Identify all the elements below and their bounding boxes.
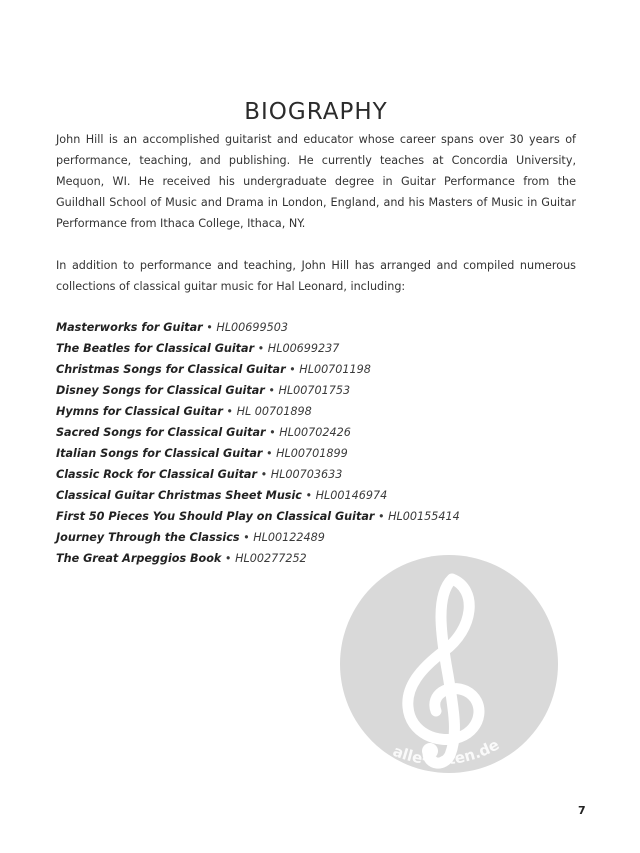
collection-code: • HL00155414: [374, 510, 460, 523]
watermark-text: alle-noten.de: [390, 735, 503, 769]
collection-title: Italian Songs for Classical Guitar: [56, 447, 263, 460]
collection-title: Classic Rock for Classical Guitar: [56, 468, 258, 481]
list-item: [56, 401, 596, 422]
collection-code: • HL 00701898: [222, 405, 312, 418]
collection-title: First 50 Pieces You Should Play on Classical Guitar: [56, 510, 375, 523]
list-item: [56, 359, 596, 380]
collection-title: Journey Through the Classics: [56, 531, 240, 544]
biography-paragraph-2: In addition to performance and teaching, John Hill has arranged and compiled numerous collections of classical guitar music for Hal Leonard, including:: [56, 259, 576, 293]
collection-code: • HL00701198: [285, 363, 371, 376]
collection-title: Disney Songs for Classical Guitar: [56, 384, 265, 397]
collection-code: • HL00122489: [239, 531, 325, 544]
biography-paragraph-1: John Hill is an accomplished guitarist and educator whose career spans over 30 years of performance, teaching, and publishing. He currently teaches at Concordia University, Mequon, WI. He received his undergraduate degree in Guitar Performance from the Guildhall School of Music and Drama in London, England, and his Masters of Music in Guitar Performance from Ithaca College, Ithaca, NY.: [56, 133, 576, 230]
list-item: [56, 422, 596, 443]
collection-code: • HL00699237: [254, 342, 340, 355]
list-item: [56, 443, 596, 464]
collection-code: • HL00701899: [262, 447, 348, 460]
collection-code: • HL00699503: [202, 321, 289, 334]
list-item: [56, 380, 596, 401]
page-number: 7: [578, 804, 586, 817]
collection-title: Christmas Songs for Classical Guitar: [56, 363, 286, 376]
list-item: [56, 506, 596, 527]
collection-title: Hymns for Classical Guitar: [56, 405, 223, 418]
list-item: [56, 338, 596, 359]
list-item: [56, 527, 596, 548]
collections-list: [56, 317, 596, 569]
collection-code: • HL00701753: [264, 384, 351, 397]
list-item: [56, 317, 596, 338]
treble-clef-icon: [340, 555, 558, 773]
list-item: [56, 464, 596, 485]
collection-title: Masterworks for Guitar: [56, 321, 203, 334]
list-item: [56, 485, 596, 506]
collection-title: The Great Arpeggios Book: [56, 552, 222, 565]
page-title: BIOGRAPHY: [244, 99, 388, 126]
collection-code: • HL00703633: [257, 468, 343, 481]
collection-code: • HL00277252: [221, 552, 307, 565]
collection-code: • HL00146974: [301, 489, 388, 502]
watermark: [340, 555, 558, 773]
collection-code: • HL00702426: [265, 426, 351, 439]
collection-title: Classical Guitar Christmas Sheet Music: [56, 489, 302, 502]
collection-title: Sacred Songs for Classical Guitar: [56, 426, 266, 439]
collection-title: The Beatles for Classical Guitar: [56, 342, 255, 355]
